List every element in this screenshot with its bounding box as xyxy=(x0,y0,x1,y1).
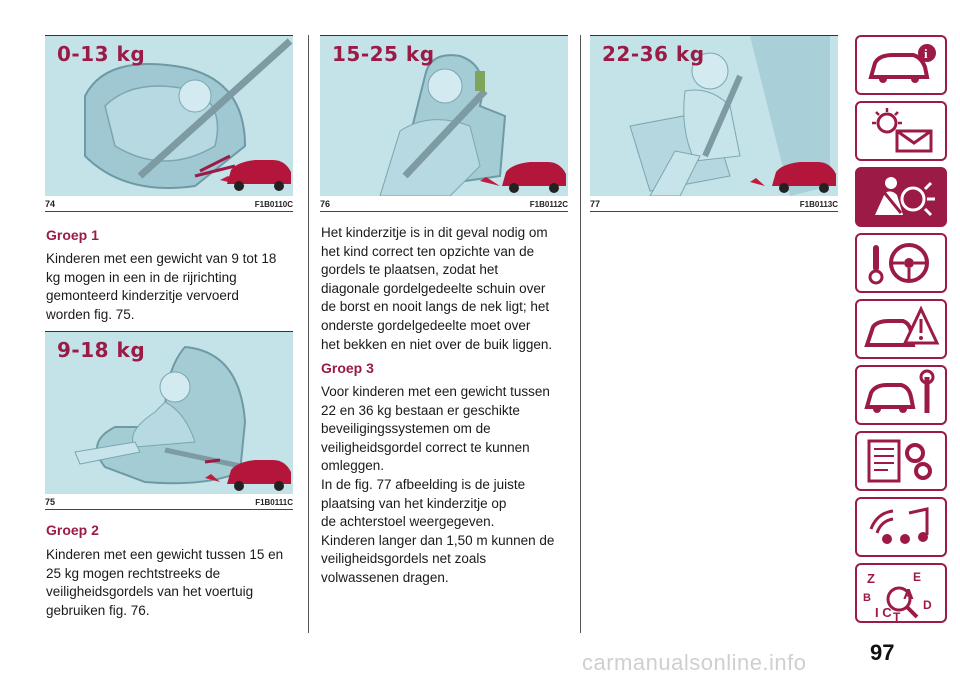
paragraph-groep-2 xyxy=(46,546,304,620)
specs-gear-icon xyxy=(857,433,945,489)
text-line: gordels te plaatsen, zodat het xyxy=(321,262,499,278)
index-abc-icon xyxy=(857,565,945,621)
tab-specs[interactable] xyxy=(855,431,947,491)
car-icon xyxy=(227,160,291,191)
svg-text:i: i xyxy=(924,46,928,61)
paragraph-groep-3 xyxy=(321,383,576,588)
text-line: worden fig. 75. xyxy=(46,306,135,322)
svg-text:E: E xyxy=(913,570,922,584)
text-line: plaatsing van het kinderzitje op xyxy=(321,495,507,511)
paragraph-groep-1 xyxy=(46,250,301,324)
airbag-safety-icon xyxy=(857,169,945,225)
figure-number: 75 xyxy=(45,497,56,507)
heading-groep-3: Groep 3 xyxy=(321,360,374,376)
text-line: volwassenen dragen. xyxy=(321,569,449,585)
text-line: de borst en nooit langs de nek ligt; het xyxy=(321,299,550,315)
car-info-icon xyxy=(857,37,945,93)
text-line: Kinderen langer dan 1,50 m kunnen de xyxy=(321,532,555,548)
figure-number: 74 xyxy=(45,199,56,209)
text-line: veiligheidsgordels net zoals xyxy=(321,551,487,567)
svg-text:I C: I C xyxy=(875,605,892,620)
figure-image xyxy=(45,35,293,196)
text-line: Het kinderzitje is in dit geval nodig om xyxy=(321,225,548,240)
figure-76 xyxy=(320,35,568,213)
tab-index[interactable] xyxy=(855,563,947,623)
figure-77 xyxy=(590,35,838,213)
figure-image xyxy=(320,35,568,196)
figure-code: F1B0112C xyxy=(529,200,568,209)
page-number: 97 xyxy=(870,640,895,665)
heading-groep-1: Groep 1 xyxy=(46,227,99,243)
text-line: gebruiken fig. 76. xyxy=(46,602,150,618)
svg-text:B: B xyxy=(863,592,871,604)
tab-airbag-safety[interactable] xyxy=(855,167,947,227)
text-line: omleggen. xyxy=(321,458,385,474)
text-line: 22 en 36 kg bestaan er geschikte xyxy=(321,402,520,418)
tab-emergency[interactable] xyxy=(855,299,947,359)
figure-weight-label: 15-25 kg xyxy=(332,42,435,66)
text-line: kg mogen in een in de rijrichting xyxy=(46,269,237,285)
tab-maintenance[interactable] xyxy=(855,365,947,425)
text-line: Voor kinderen met een gewicht tussen xyxy=(321,384,550,399)
figure-code: F1B0113C xyxy=(799,200,838,209)
paragraph-booster-explanation xyxy=(321,224,576,354)
figure-number: 76 xyxy=(320,199,331,209)
figure-code: F1B0111C xyxy=(255,498,293,507)
tab-car-info[interactable] xyxy=(855,35,947,95)
text-line: de achterstoel weergegeven. xyxy=(321,514,495,530)
text-line: beveiligingssystemen om de xyxy=(321,421,491,437)
figure-image xyxy=(590,35,838,196)
tab-steering-key[interactable] xyxy=(855,233,947,293)
tab-multimedia[interactable] xyxy=(855,497,947,557)
figure-75 xyxy=(45,331,293,511)
svg-text:A: A xyxy=(903,586,914,603)
text-line: Kinderen met een gewicht tussen 15 en xyxy=(46,547,284,562)
figure-weight-label: 0-13 kg xyxy=(57,42,146,66)
text-line: gemonteerd kinderzitje vervoerd xyxy=(46,288,239,304)
text-line: het bekken en niet over de buik liggen. xyxy=(321,336,553,352)
text-line: In de fig. 77 afbeelding is de juiste xyxy=(321,476,526,492)
heading-groep-2: Groep 2 xyxy=(46,522,99,538)
figure-code: F1B0110C xyxy=(254,200,293,209)
text-line: 25 kg mogen rechtstreeks de xyxy=(46,565,221,581)
text-line: onderste gordelgedeelte moet over xyxy=(321,317,531,333)
column-divider xyxy=(308,35,309,633)
maintenance-wrench-icon xyxy=(857,367,945,423)
text-line: Kinderen met een gewicht van 9 tot 18 xyxy=(46,251,277,266)
multimedia-icon xyxy=(857,499,945,555)
svg-text:Z: Z xyxy=(867,571,875,586)
figure-number: 77 xyxy=(590,199,601,209)
emergency-triangle-icon xyxy=(857,301,945,357)
figure-weight-label: 9-18 kg xyxy=(57,338,146,362)
figure-74 xyxy=(45,35,293,213)
steering-key-icon xyxy=(857,235,945,291)
text-line: veiligheidsgordels van het voertuig xyxy=(46,584,254,600)
svg-text:D: D xyxy=(923,598,932,612)
column-divider xyxy=(580,35,581,633)
warning-lights-icon xyxy=(857,103,945,159)
text-line: diagonale gordelgedeelte schuin over xyxy=(321,280,546,296)
figure-image xyxy=(45,331,293,494)
car-icon xyxy=(502,162,566,193)
tab-warning-lights[interactable] xyxy=(855,101,947,161)
figure-weight-label: 22-36 kg xyxy=(602,42,705,66)
text-line: veiligheidsgordel correct te kunnen xyxy=(321,439,530,455)
text-line: het kind correct ten opzichte van de xyxy=(321,243,535,259)
watermark-text: carmanualsonline.info xyxy=(582,650,807,675)
svg-text:T: T xyxy=(893,610,901,621)
